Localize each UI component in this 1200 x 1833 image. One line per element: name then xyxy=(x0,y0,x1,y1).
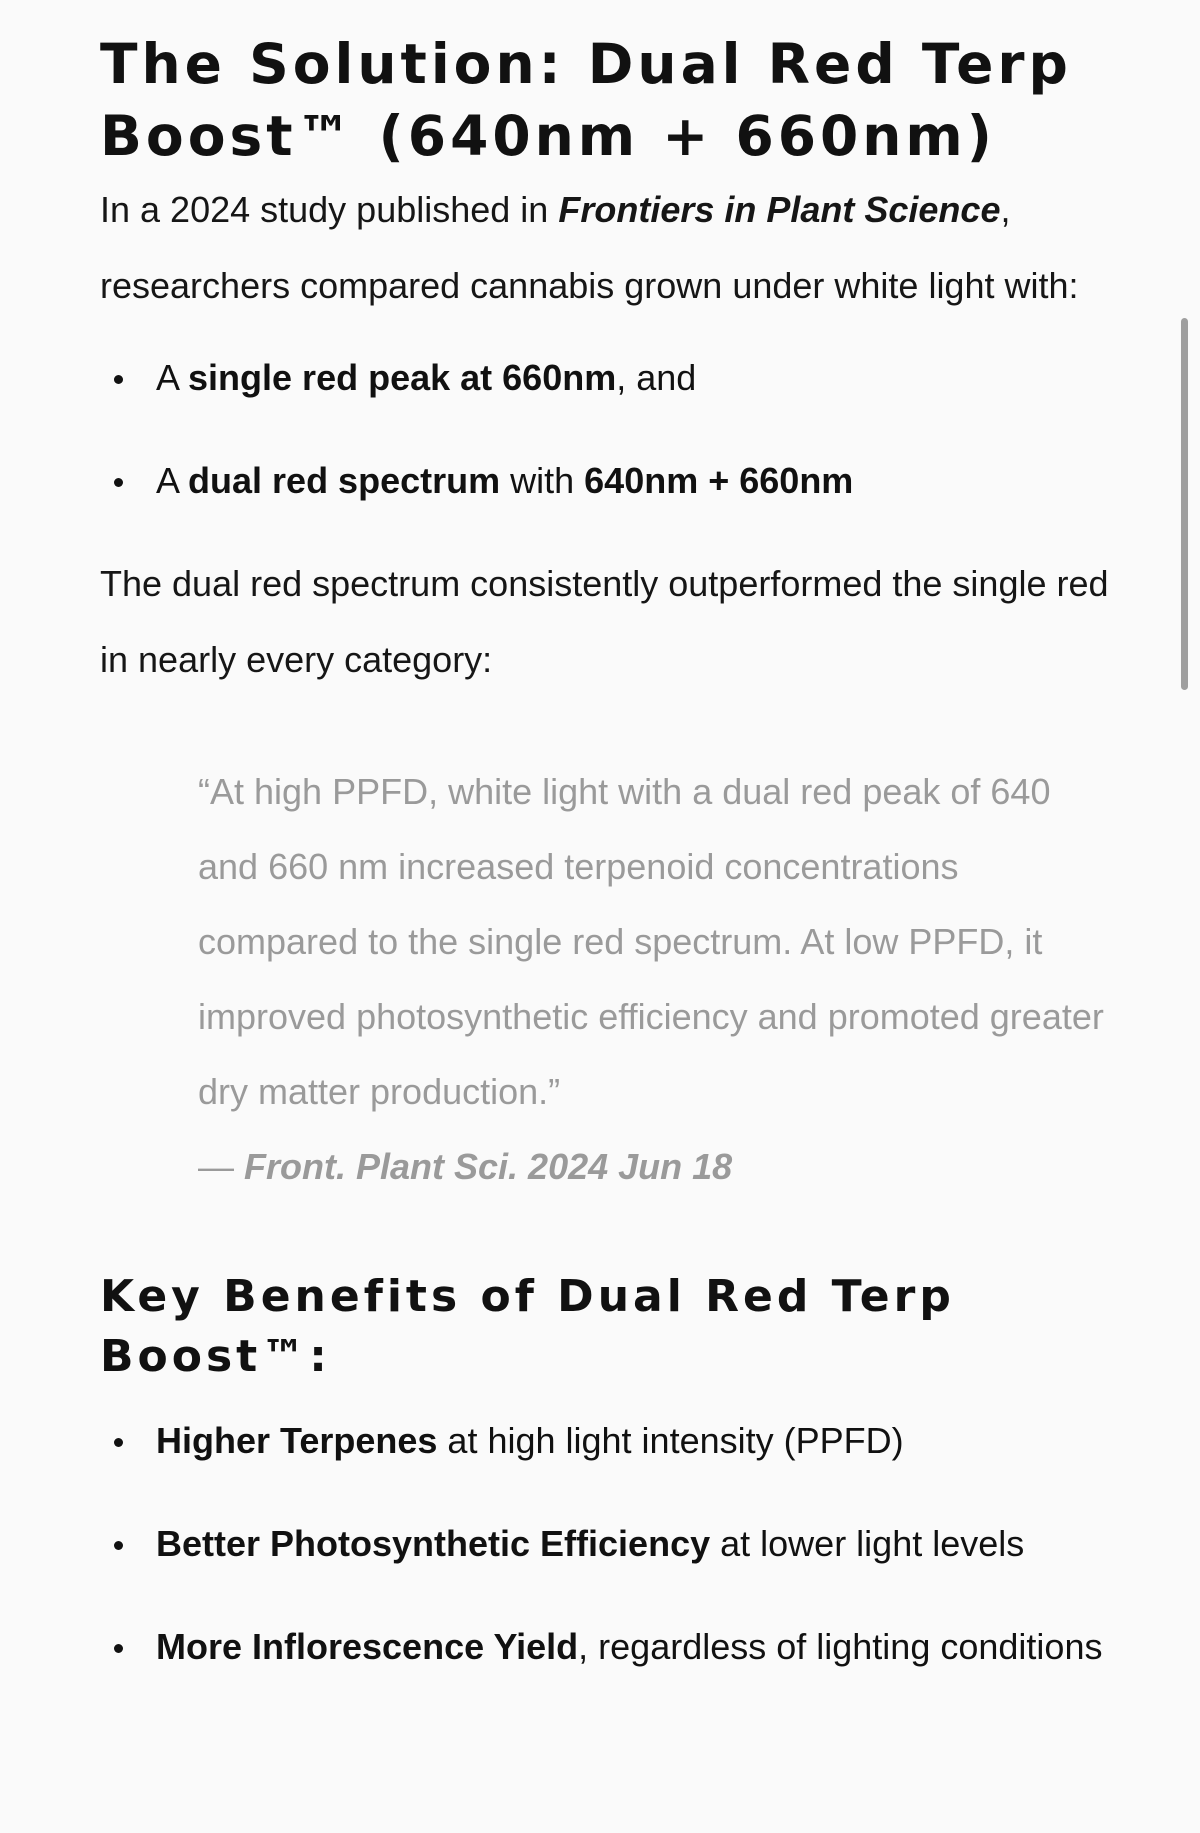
list-item: Higher Terpenes at high light intensity (PPFD) xyxy=(100,1403,1110,1479)
article-content xyxy=(100,0,1110,1712)
bullet-icon xyxy=(114,478,123,487)
quote-text: “At high PPFD, white light with a dual red peak of 640 and 660 nm increased terpenoid concentrations compared to the single red spectrum. At low PPFD, it improved photosynthetic efficiency and promoted greater dry matter production.” xyxy=(198,771,1104,1112)
list-item: A dual red spectrum with 640nm + 660nm xyxy=(100,443,1110,519)
list-item: Better Photosynthetic Efficiency at lower light levels xyxy=(100,1506,1110,1582)
study-conditions-list xyxy=(100,340,1110,519)
list-item: More Inflorescence Yield, regardless of lighting conditions xyxy=(100,1609,1110,1685)
intro-paragraph xyxy=(100,172,1110,324)
bullet-icon xyxy=(114,375,123,384)
intro-text-pre: In a 2024 study published in xyxy=(100,189,559,230)
section-title: The Solution: Dual Red Terp Boost™ (640nm + 660nm) xyxy=(100,32,1072,168)
list-item: A single red peak at 660nm, and xyxy=(100,340,1110,416)
benefits-list xyxy=(100,1403,1110,1685)
study-quote xyxy=(198,754,1118,1205)
outcome-paragraph: The dual red spectrum consistently outperformed the single red in nearly every category: xyxy=(100,563,1109,680)
benefits-heading: Key Benefits of Dual Red Terp Boost™: xyxy=(100,1271,955,1382)
quote-citation: — Front. Plant Sci. 2024 Jun 18 xyxy=(198,1146,733,1187)
bullet-icon xyxy=(114,1438,123,1447)
journal-name: Frontiers in Plant Science xyxy=(558,189,1001,230)
intro-text-post: , researchers compared cannabis grown under white light with: xyxy=(100,189,1079,306)
scrollbar-thumb[interactable] xyxy=(1181,318,1188,690)
bullet-icon xyxy=(114,1541,123,1550)
bullet-icon xyxy=(114,1644,123,1653)
